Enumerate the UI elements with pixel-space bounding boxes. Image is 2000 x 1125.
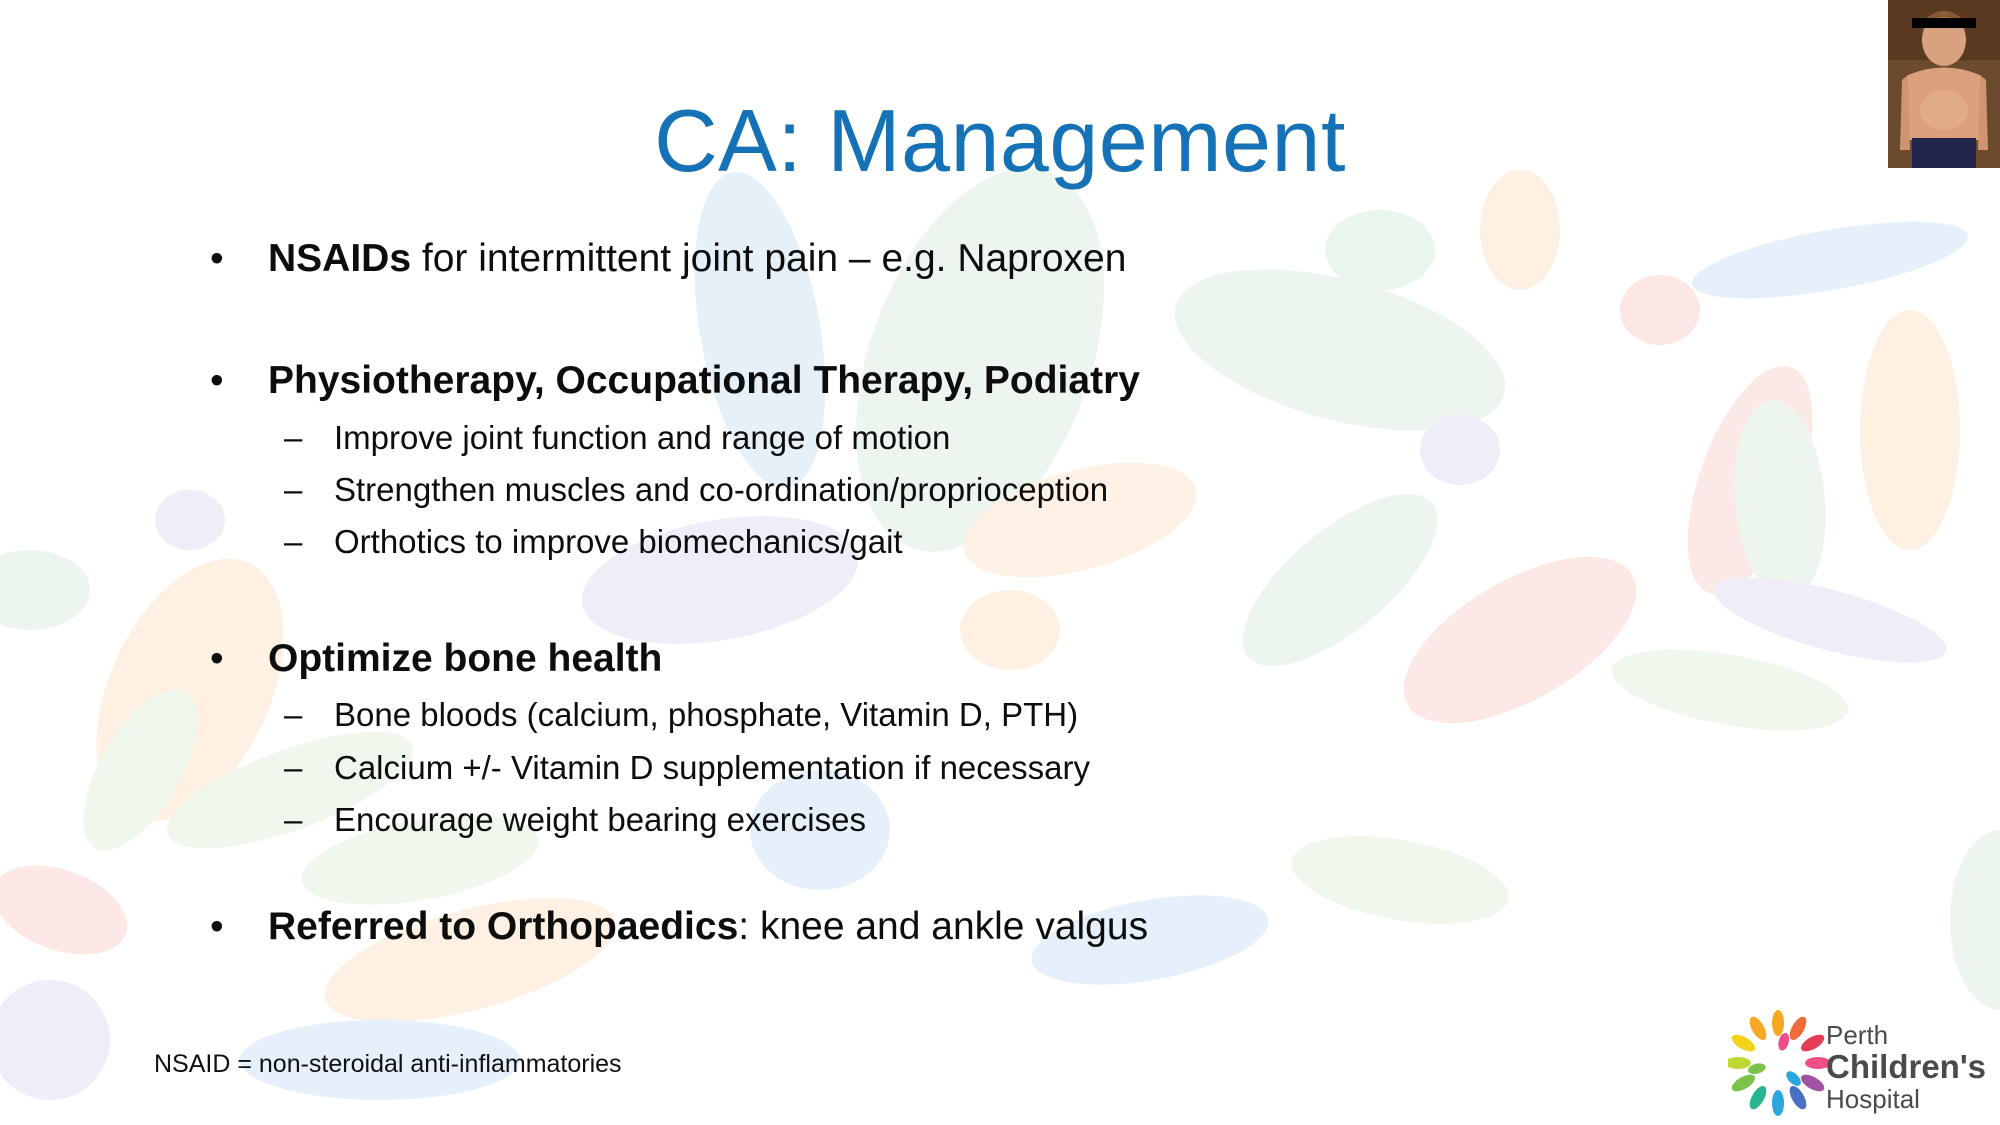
- bullet-symbol: •: [210, 637, 224, 680]
- logo-line-childrens: Children's: [1826, 1048, 1987, 1085]
- logo-text: [1826, 1020, 1986, 1114]
- sub-item-text: Encourage weight bearing exercises: [334, 801, 866, 838]
- sub-item-text: Bone bloods (calcium, phosphate, Vitamin D, PTH): [334, 696, 1079, 733]
- bullet-text: for intermittent joint pain – e.g. Naproxen: [411, 237, 1127, 280]
- bullet-bold-text: Physiotherapy, Occupational Therapy, Podiatry: [268, 359, 1140, 402]
- slide-title: CA: Management: [654, 91, 1346, 190]
- sub-item-text: Orthotics to improve biomechanics/gait: [334, 523, 903, 560]
- sub-item-text: Calcium +/- Vitamin D supplementation if necessary: [334, 749, 1090, 786]
- bullet-symbol: •: [210, 237, 224, 280]
- logo-line-perth: Perth: [1826, 1020, 1889, 1050]
- bullet-symbol: •: [210, 905, 224, 948]
- bullet-text: : knee and ankle valgus: [738, 905, 1149, 948]
- sub-symbol: –: [284, 696, 303, 733]
- bullet-bold-text: NSAIDs: [268, 237, 412, 280]
- sub-item-text: Improve joint function and range of motion: [334, 419, 951, 456]
- bullet-symbol: •: [210, 359, 224, 402]
- bullet-bold-text: Optimize bone health: [268, 637, 663, 680]
- footnote: NSAID = non-steroidal anti-inflammatories: [154, 1050, 622, 1078]
- sub-symbol: –: [284, 801, 303, 838]
- bullet-bold-text: Referred to Orthopaedics: [268, 905, 739, 948]
- sub-symbol: –: [284, 471, 303, 508]
- logo-line-hospital: Hospital: [1826, 1084, 1920, 1114]
- sub-item-text: Strengthen muscles and co-ordination/proprioception: [334, 471, 1109, 508]
- sub-symbol: –: [284, 523, 303, 560]
- sub-symbol: –: [284, 749, 303, 786]
- sub-symbol: –: [284, 419, 303, 456]
